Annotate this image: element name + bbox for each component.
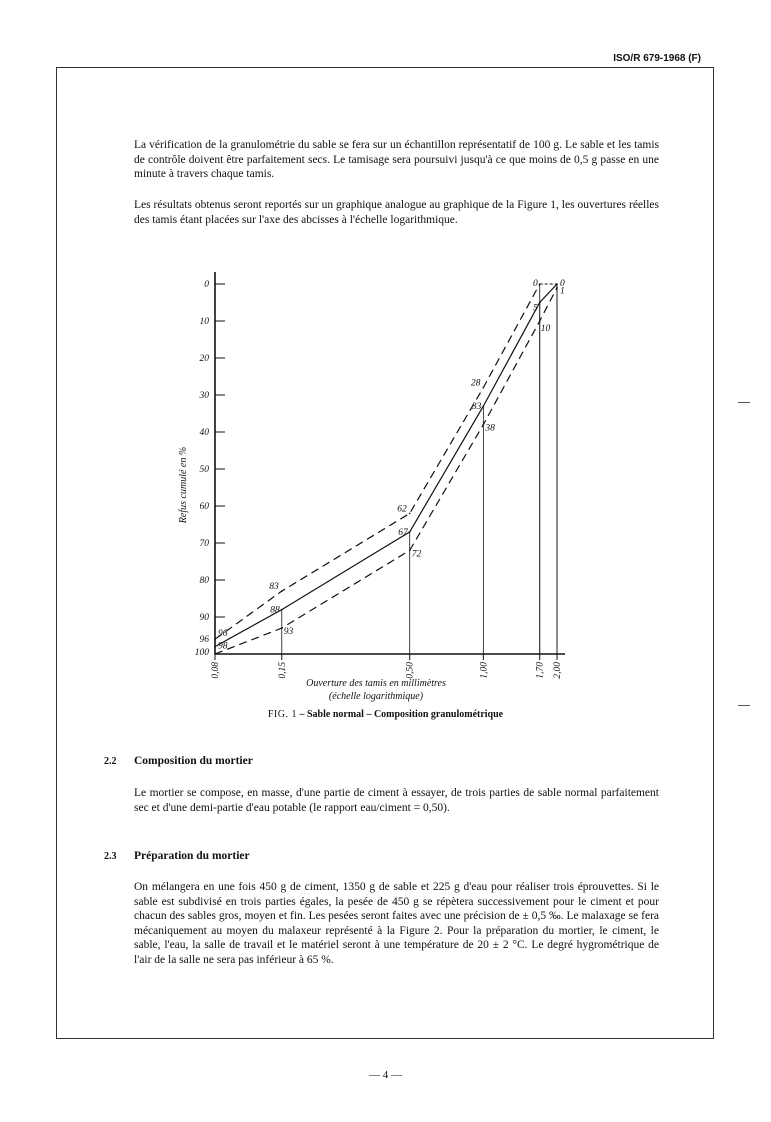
data-label: 88 (270, 605, 280, 616)
section-2-2-text: Le mortier se compose, en masse, d'une partie de ciment à essayer, de trois parties de sable normal parfaitement sec et d'une demi-partie d'eau potable (le rapport eau/ciment = 0,50). (134, 787, 659, 814)
y-tick-label: 100 (194, 648, 209, 658)
document-reference: ISO/R 679-1968 (F) (613, 53, 701, 64)
data-label: 38 (485, 423, 495, 434)
data-label: 98 (218, 641, 228, 652)
data-label: 28 (470, 378, 481, 389)
data-point (409, 531, 411, 533)
data-point (214, 638, 216, 640)
section-2-2-heading (104, 755, 253, 767)
series-line-mean (215, 284, 557, 647)
data-label: 33 (471, 402, 482, 413)
x-tick-label: 0,50 (405, 662, 416, 679)
y-tick-label: 20 (199, 354, 209, 364)
data-label: 93 (283, 627, 294, 638)
y-tick-label: 96 (199, 635, 209, 646)
data-point (483, 424, 485, 426)
section-number: 2.3 (104, 851, 117, 862)
section-2-3-heading (104, 850, 250, 862)
data-point (556, 283, 558, 285)
section-2-3-text: On mélangera en une fois 450 g de ciment, 1350 g de sable et 225 g d'eau pour réaliser trois éprouvettes. Si le sable est subdivisé en trois parties égales, la pesée de 450 g se répètera successivement pour le ciment et pour chacun des sables gros, moyen et fin. Les pesées seront faites avec une précision de ± 0,5 ‰. Le malaxage se fera mécaniquement au moyen du malaxeur représenté à la Figure 2. Pour la préparation du mortier, le ciment, le sable, l'eau, la salle de travail et le matériel seront à une température de 20 ± 2 °C. Le degré hygrométrique de l'air de la salle ne sera pas inférieur à 65 %. (134, 881, 659, 966)
series-line-lower-limit (215, 288, 557, 654)
data-point (281, 627, 283, 629)
data-label: 83 (269, 582, 279, 593)
figure-label: FIG. 1 (267, 709, 297, 720)
intro-paragraph-1: La vérification de la granulométrie du sable se fera sur un échantillon représentatif de 100 g. Le sable et les tamis de contrôle doivent être parfaitement secs. Le tamisage sera poursuivi jusqu'à ce que moins de 0,5 g passe en une minute à travers chaque tamis. (134, 139, 659, 180)
data-label: 62 (397, 504, 407, 515)
data-label: 1 (560, 286, 565, 297)
data-label: 67 (398, 527, 408, 538)
x-tick-label: 2,00 (553, 662, 563, 679)
data-label: 72 (411, 549, 422, 560)
y-axis-label: Refus cumulé en % (178, 446, 189, 524)
intro-paragraph-2: Les résultats obtenus seront reportés sur un graphique analogue au graphique de la Figure 1, les ouvertures réelles des tamis étant placées sur l'axe des abcisses à l'échelle logarithmique. (134, 199, 659, 226)
y-tick-label: 0 (204, 280, 209, 290)
data-label: 5 (532, 303, 538, 314)
x-tick-label: 1,00 (479, 662, 490, 679)
x-tick-label: 0,08 (211, 662, 221, 679)
data-label: 96 (218, 629, 228, 640)
x-axis-label-2: (échelle logarithmique) (328, 691, 424, 702)
y-tick-label: 40 (199, 428, 209, 438)
x-axis-label: Ouverture des tamis en millimètres (306, 678, 446, 689)
y-tick-label: 70 (199, 539, 209, 549)
section-title: Composition du mortier (134, 755, 253, 767)
figure-caption-text: – Sable normal – Composition granulométrique (299, 709, 504, 720)
page-number: — 4 — (369, 1069, 402, 1081)
data-label: 10 (540, 324, 551, 334)
data-label: 0 (560, 279, 565, 289)
y-tick-label: 30 (199, 391, 209, 401)
data-point (483, 387, 485, 389)
data-point (539, 320, 541, 322)
section-title: Préparation du mortier (134, 850, 250, 862)
figure-caption (0, 709, 771, 720)
data-point (214, 653, 216, 655)
margin-mark (738, 705, 750, 706)
data-label: 0 (532, 279, 538, 289)
y-tick-label: 90 (199, 613, 209, 623)
y-tick-label: 60 (199, 502, 209, 512)
data-point (409, 550, 411, 552)
x-tick-label: 1,70 (535, 662, 546, 679)
data-point (281, 590, 283, 592)
data-point (539, 302, 541, 304)
data-point (214, 646, 216, 648)
y-tick-label: 80 (199, 576, 209, 586)
y-tick-label: 50 (199, 465, 209, 475)
data-point (281, 609, 283, 611)
data-point (556, 287, 558, 289)
data-point (483, 405, 485, 407)
x-tick-label: 0,15 (277, 662, 288, 679)
data-point (539, 283, 541, 285)
margin-mark (738, 402, 750, 403)
y-tick-label: 10 (199, 317, 209, 327)
series-line-upper-limit (215, 284, 540, 639)
data-point (409, 513, 411, 515)
section-number: 2.2 (104, 756, 117, 767)
